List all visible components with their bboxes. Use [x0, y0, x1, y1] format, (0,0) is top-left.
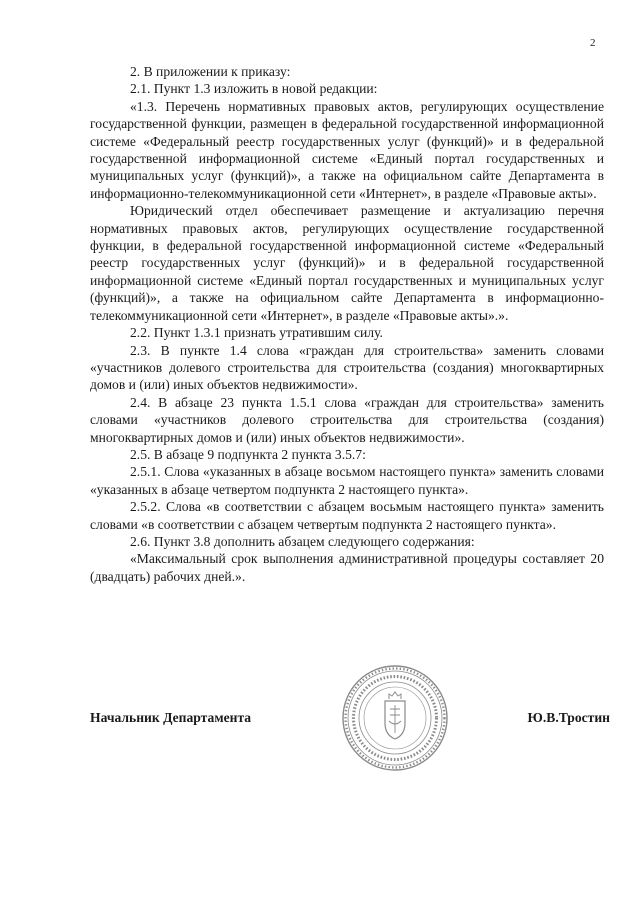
- paragraph: 2.1. Пункт 1.3 изложить в новой редакции:: [130, 81, 378, 97]
- paragraph: 2.6. Пункт 3.8 дополнить абзацем следующего содержания:: [130, 533, 475, 549]
- official-seal-icon: [340, 663, 450, 773]
- paragraph: «Максимальный срок выполнения административной процедуры составляет 20 (двадцать) рабочих дней.».: [90, 551, 604, 584]
- paragraph: 2.5.1. Слова «указанных в абзаце восьмом настоящего пункта» заменить словами «указанных в абзаце четвертом подпункта 2 настоящего пункта».: [90, 464, 604, 497]
- page-number: 2: [590, 37, 596, 49]
- paragraph: 2.5. В абзаце 9 подпункта 2 пункта 3.5.7:: [130, 446, 366, 462]
- paragraph: 2. В приложении к приказу:: [130, 64, 291, 79]
- paragraph: Юридический отдел обеспечивает размещение и актуализацию перечня нормативных правовых актов, регулирующих осуществление государственной функции, в федеральной государственной информационной системе «Федеральный реестр государственных услуг (функций)» и в федеральной государственной информационной системе «Единый портал государственных и муниципальных услуг (функций)», а также на официальном сайте Департамента в информационно-телекоммуникационной сети «Интернет», в разделе «Правовые акты».».: [90, 203, 604, 323]
- paragraph: 2.5.2. Слова «в соответствии с абзацем восьмым настоящего пункта» заменить словами «в соответствии с абзацем четвертым подпункта 2 настоящего пункта».: [90, 499, 604, 532]
- paragraph: 2.2. Пункт 1.3.1 признать утратившим силу.: [130, 325, 383, 341]
- document-body: [90, 63, 604, 585]
- paragraph: «1.3. Перечень нормативных правовых актов, регулирующих осуществление государственной функции, размещен в федеральной государственной информационной системе «Федеральный реестр государственных услуг (функций)» и в федеральной государственной информационной системе «Единый портал государственных и муниципальных услуг (функций)», а также на официальном сайте Департамента в информационно-телекоммуникационной сети «Интернет», в разделе «Правовые акты».: [90, 98, 604, 201]
- paragraph: 2.3. В пункте 1.4 слова «граждан для строительства» заменить словами «участников долевого строительства для строительства (создания) многоквартирных домов и (или) иных объектов недвижимости».: [90, 342, 604, 393]
- signatory-name: Ю.В.Тростин: [527, 710, 610, 725]
- signatory-position: Начальник Департамента: [90, 710, 252, 725]
- paragraph: 2.4. В абзаце 23 пункта 1.5.1 слова «граждан для строительства» заменить словами «участников долевого строительства для строительства (создания) многоквартирных домов и (или) иных объектов недвижимости».: [90, 394, 604, 445]
